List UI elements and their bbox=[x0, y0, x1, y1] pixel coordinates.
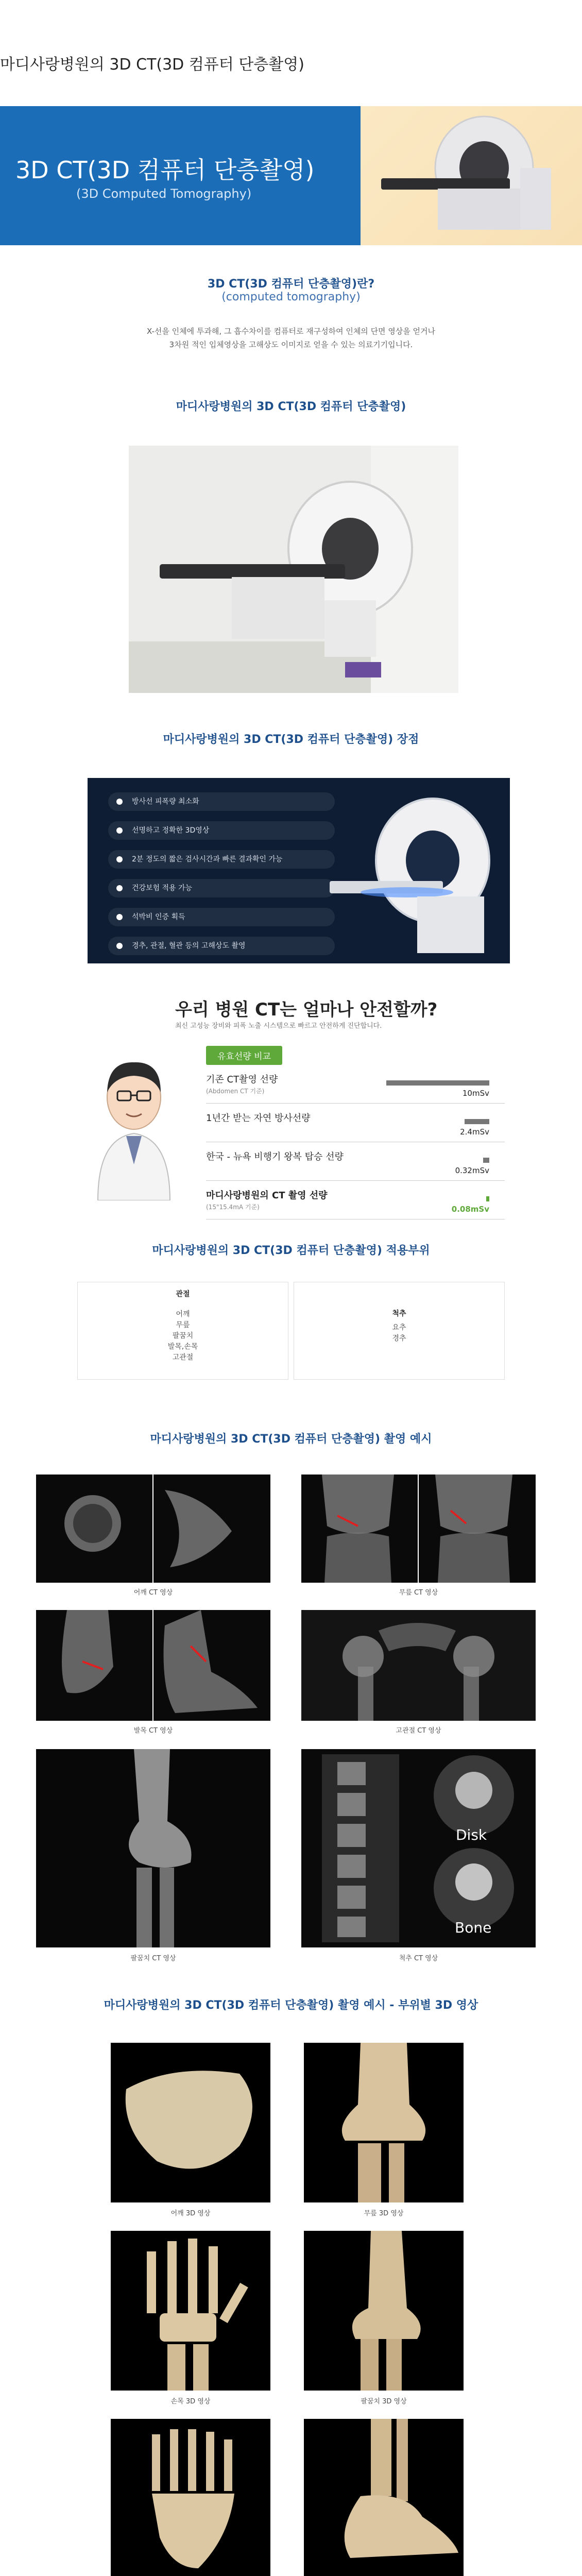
caption-spine-ct: 척추 CT 영상 bbox=[399, 1955, 438, 1962]
caption-shoulder-ct: 어깨 CT 영상 bbox=[133, 1589, 173, 1597]
feature-item bbox=[108, 937, 335, 955]
parts-item: 무릎 bbox=[176, 1321, 190, 1329]
dose-sublabel: (Abdomen CT 기준) bbox=[206, 1088, 265, 1095]
ct-spine-image bbox=[301, 1749, 536, 1947]
section-photo-title: 마디사랑병원의 3D CT(3D 컴퓨터 단층촬영) bbox=[176, 400, 406, 413]
ct-room-photo bbox=[129, 446, 458, 693]
3d-elbow-image bbox=[304, 2231, 464, 2391]
feature-item bbox=[108, 908, 335, 926]
3d-wrist-image bbox=[111, 2231, 270, 2391]
caption-elbow-ct: 팔꿈치 CT 영상 bbox=[130, 1955, 176, 1962]
dose-label: 기존 CT촬영 선량 bbox=[206, 1074, 278, 1085]
parts-item: 경추 bbox=[392, 1334, 406, 1343]
dose-label: 마디사랑병원의 CT 촬영 선량 bbox=[206, 1190, 328, 1201]
caption-wrist-3d: 손목 3D 영상 bbox=[170, 2398, 211, 2405]
intro-subtitle: (computed tomography) bbox=[221, 291, 361, 303]
parts-item: 팔꿈치 bbox=[172, 1332, 194, 1340]
features-ct-machine-image bbox=[330, 778, 510, 963]
parts-joint-head: 관절 bbox=[176, 1290, 190, 1298]
bullet-icon bbox=[116, 914, 123, 920]
dose-bar bbox=[486, 1196, 489, 1201]
caption-elbow-3d: 팔꿈치 3D 영상 bbox=[361, 2398, 407, 2405]
section-parts-title: 마디사랑병원의 3D CT(3D 컴퓨터 단층촬영) 적용부위 bbox=[152, 1244, 430, 1257]
safety-subtitle: 최신 고성능 장비와 피폭 노출 시스템으로 빠르고 안전하게 진단합니다. bbox=[175, 1022, 382, 1030]
intro-desc-line2: 3차원 적인 입체영상을 고해상도 이미지로 얻을 수 있는 의료기기입니다. bbox=[169, 340, 413, 349]
feature-label: 방사선 피폭량 최소화 bbox=[132, 798, 199, 806]
features-panel bbox=[88, 778, 510, 963]
disk-label: Disk bbox=[456, 1826, 487, 1843]
dose-row-highlight bbox=[206, 1181, 505, 1219]
caption-hip-ct: 고관절 CT 영상 bbox=[396, 1727, 441, 1735]
caption-knee-3d: 무릎 3D 영상 bbox=[364, 2210, 404, 2217]
parts-spine-head: 척추 bbox=[392, 1310, 406, 1318]
3d-ankle-image bbox=[304, 2419, 464, 2576]
bullet-icon bbox=[116, 885, 123, 891]
parts-item: 발목,손목 bbox=[167, 1343, 198, 1351]
bone-label: Bone bbox=[455, 1919, 492, 1936]
feature-label: 경추, 관절, 혈관 등의 고해상도 촬영 bbox=[132, 942, 246, 950]
caption-knee-ct: 무릎 CT 영상 bbox=[399, 1589, 438, 1597]
bullet-icon bbox=[116, 799, 123, 805]
dose-label: 1년간 받는 자연 방사선량 bbox=[206, 1113, 311, 1124]
hero-subtitle: (3D Computed Tomography) bbox=[76, 187, 252, 201]
parts-spine-box bbox=[294, 1282, 505, 1380]
ct-knee-image bbox=[301, 1475, 536, 1583]
bullet-icon bbox=[116, 943, 123, 949]
3d-knee-image bbox=[304, 2043, 464, 2202]
dose-sublabel: (15"15.4mA 기준) bbox=[206, 1204, 260, 1211]
dose-bar bbox=[386, 1080, 489, 1086]
bullet-icon bbox=[116, 827, 123, 834]
feature-item bbox=[108, 821, 335, 840]
3d-shoulder-image bbox=[111, 2043, 270, 2202]
intro-description bbox=[118, 325, 464, 351]
dose-rows bbox=[206, 1065, 505, 1219]
doctor-illustration bbox=[77, 1036, 191, 1200]
3d-foot-image bbox=[111, 2419, 270, 2576]
dose-row bbox=[206, 1142, 505, 1181]
parts-joint-box bbox=[77, 1282, 288, 1380]
ct-ankle-image bbox=[36, 1610, 270, 1721]
ct-hip-image bbox=[301, 1610, 536, 1721]
parts-item: 요추 bbox=[392, 1324, 406, 1332]
dose-value: 0.08mSv bbox=[451, 1205, 489, 1214]
ct-elbow-image bbox=[36, 1749, 270, 1947]
hero-ct-machine-image bbox=[361, 106, 582, 245]
page-title: 마디사랑병원의 3D CT(3D 컴퓨터 단층촬영) bbox=[0, 56, 304, 74]
section-ct-title: 마디사랑병원의 3D CT(3D 컴퓨터 단층촬영) 촬영 예시 bbox=[150, 1433, 432, 1446]
intro-desc-line1: X-선을 인체에 투과해, 그 흡수차이를 컴퓨터로 재구성하여 인체의 단면 영상을 얻거나 bbox=[146, 327, 436, 336]
dose-bar bbox=[465, 1119, 489, 1124]
feature-item bbox=[108, 850, 335, 869]
bullet-icon bbox=[116, 856, 123, 862]
dose-row bbox=[206, 1065, 505, 1104]
dose-row bbox=[206, 1104, 505, 1142]
caption-ankle-ct: 발목 CT 영상 bbox=[133, 1727, 173, 1735]
section-3d-title: 마디사랑병원의 3D CT(3D 컴퓨터 단층촬영) 촬영 예시 - 부위별 3D 영상 bbox=[104, 1999, 478, 2012]
parts-item: 고관절 bbox=[172, 1353, 194, 1362]
dose-value: 2.4mSv bbox=[460, 1127, 489, 1137]
feature-item bbox=[108, 879, 335, 897]
hero-banner bbox=[0, 106, 582, 245]
dose-label: 한국 - 뉴욕 비행기 왕복 탑승 선량 bbox=[206, 1151, 344, 1162]
feature-label: 2분 정도의 짧은 검사시간과 빠른 결과확인 가능 bbox=[132, 855, 283, 863]
dose-value: 10mSv bbox=[462, 1089, 489, 1098]
hero-blue-panel bbox=[0, 106, 361, 245]
safety-title: 우리 병원 CT는 얼마나 안전할까? bbox=[175, 999, 438, 1020]
feature-item bbox=[108, 792, 335, 811]
intro-title: 3D CT(3D 컴퓨터 단층촬영)란? bbox=[207, 278, 375, 291]
dose-bar bbox=[483, 1158, 489, 1163]
feature-label: 선명하고 정확한 3D영상 bbox=[132, 826, 210, 835]
section-features-title: 마디사랑병원의 3D CT(3D 컴퓨터 단층촬영) 장점 bbox=[163, 733, 419, 746]
parts-item: 어깨 bbox=[176, 1310, 190, 1318]
feature-label: 건강보험 적용 가능 bbox=[132, 884, 193, 892]
dose-comparison bbox=[206, 1046, 505, 1219]
dose-value: 0.32mSv bbox=[455, 1166, 489, 1175]
hero-title: 3D CT(3D 컴퓨터 단층촬영) bbox=[15, 156, 315, 184]
dose-comparison-title: 유효선량 비교 bbox=[206, 1046, 282, 1065]
ct-shoulder-image bbox=[36, 1475, 270, 1583]
caption-shoulder-3d: 어깨 3D 영상 bbox=[170, 2210, 211, 2217]
features-list bbox=[108, 792, 335, 963]
feature-label: 석박비 인증 획득 bbox=[132, 913, 185, 921]
